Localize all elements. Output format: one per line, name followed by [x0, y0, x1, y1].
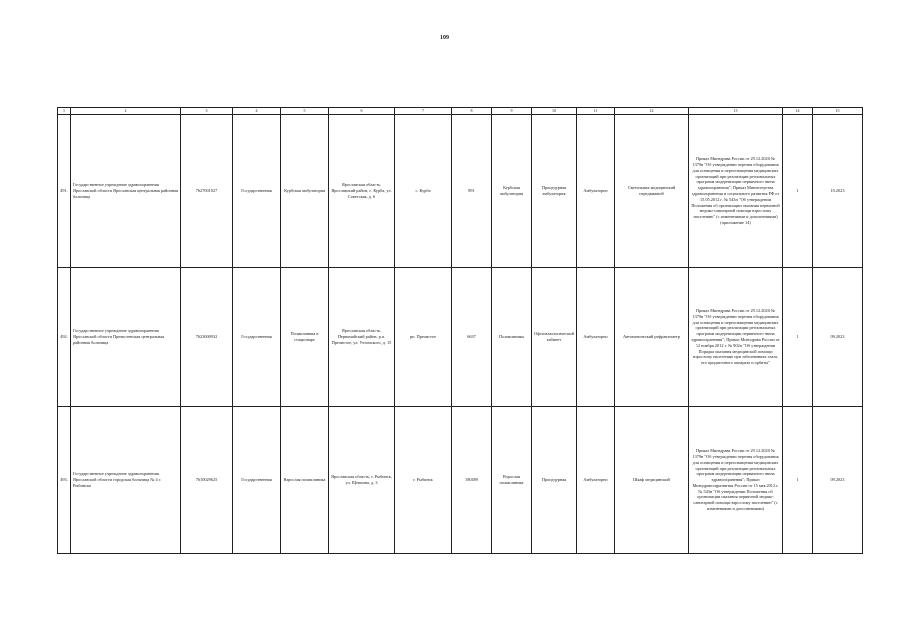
organization-name: Государственное учреждение здравоохранения Ярославской области городская больница № 4 г. Рыбинска: [71, 407, 181, 554]
date-cell: 10.2023: [813, 115, 863, 268]
locality-cell: г. Рыбинск: [395, 407, 452, 554]
page-number: 109: [440, 35, 449, 41]
legal-basis-cell: Приказ Минздрава России от 29.12.2020 № 1379н "Об утверждении перечня оборудования для оснащения и переоснащения медицинских организаций при реализации региональных программ модернизации первичного звена здравоохранения"; Приказ Минздрава России от 12 ноября 2012 г. № 902н "Об утверждении Порядка оказания медицинской помощи взрослому населению при заболеваниях глаза, его придаточного аппарата и орбиты": [689, 268, 783, 407]
address-cell: Ярославская область, г. Рыбинск, ул. Щепкина, д. 3: [329, 407, 395, 554]
facility-type-cell: Курбская амбулатория: [281, 115, 329, 268]
column-header: 12: [615, 108, 689, 115]
subunit-cell: Офтальмологический кабинет: [532, 268, 577, 407]
subunit-cell: Процедурная амбулатория: [532, 115, 577, 268]
quantity-cell: 1: [783, 115, 813, 268]
row-number: 492.: [58, 268, 71, 407]
quantity-cell: 1: [783, 268, 813, 407]
column-header: 14: [783, 108, 813, 115]
equipment-register-table: [57, 107, 863, 554]
address-cell: Ярославская область, Ярославский район, с. Курба, ул. Советская, д. 6: [329, 115, 395, 268]
unit-cell: Взрослая поликлиника: [492, 407, 532, 554]
population-cell: 891: [452, 115, 492, 268]
row-number: 491.: [58, 115, 71, 268]
care-type-cell: Амбулаторно: [577, 268, 615, 407]
quantity-cell: 1: [783, 407, 813, 554]
care-type-cell: Амбулаторно: [577, 115, 615, 268]
ownership-cell: Государственная: [233, 268, 281, 407]
equipment-cell: Автоматический рефрактометр: [615, 268, 689, 407]
column-header: 4: [233, 108, 281, 115]
row-number: 493.: [58, 407, 71, 554]
facility-type-cell: Взрослая поликлиника: [281, 407, 329, 554]
organization-name: Государственное учреждение здравоохранения Ярославской области Пречистенская центральная районная больница: [71, 268, 181, 407]
column-header: 15: [813, 108, 863, 115]
inn-cell: 7623000932: [181, 268, 233, 407]
table-row: [58, 407, 863, 554]
column-header: 5: [281, 108, 329, 115]
column-header: 7: [395, 108, 452, 115]
table-row: [58, 115, 863, 268]
inn-cell: 7610029625: [181, 407, 233, 554]
column-header: 6: [329, 108, 395, 115]
unit-cell: Курбская амбулатория: [492, 115, 532, 268]
equipment-cell: Светильник медицинский передвижной: [615, 115, 689, 268]
column-header: 8: [452, 108, 492, 115]
column-header: 11: [577, 108, 615, 115]
legal-basis-cell: Приказ Минздрава России от 29.12.2020 № 1379н "Об утверждении перечня оборудования для оснащения и переоснащения медицинских организаций при реализации региональных программ модернизации первичного звена здравоохранения"; Приказ Министерства здравоохранения и социального развития РФ от 15.05.2012 г. № 543н "Об утверждении Положения об организации оказания первичной медико-санитарной помощи взрослому населению" (с изменениями и дополнениями) (приложение 14): [689, 115, 783, 268]
column-header: 13: [689, 108, 783, 115]
legal-basis-cell: Приказ Минздрава России от 29.12.2020 № 1379н "Об утверждении перечня оборудования для оснащения и переоснащения медицинских организаций при реализации региональных программ модернизации первичного звена здравоохранения"; Приказ Минздравсоцразвития России от 15 мая 2012 г. № 543н "Об утверждении Положения об организации оказания первичной медико-санитарной помощи взрослому населению" (с изменениями и дополнениями): [689, 407, 783, 554]
address-cell: Ярославская область, Первомайский район, р.п. Пречистое, ул. Ухтомского, д. 15: [329, 268, 395, 407]
locality-cell: с. Курба: [395, 115, 452, 268]
column-header: 2: [71, 108, 181, 115]
column-header: 1: [58, 108, 71, 115]
equipment-cell: Шкаф медицинский: [615, 407, 689, 554]
ownership-cell: Государственная: [233, 407, 281, 554]
care-type-cell: Амбулаторно: [577, 407, 615, 554]
column-header: 10: [532, 108, 577, 115]
organization-name: Государственное учреждение здравоохранения Ярославской области Ярославская центральная районная больница: [71, 115, 181, 268]
column-header: 9: [492, 108, 532, 115]
table-row: [58, 268, 863, 407]
date-cell: 09.2023: [813, 268, 863, 407]
column-number-row: [58, 108, 863, 115]
subunit-cell: Процедурная: [532, 407, 577, 554]
unit-cell: Поликлиника: [492, 268, 532, 407]
population-cell: 6637: [452, 268, 492, 407]
facility-type-cell: Поликлиника в стационаре: [281, 268, 329, 407]
population-cell: 180489: [452, 407, 492, 554]
date-cell: 09.2023: [813, 407, 863, 554]
column-header: 3: [181, 108, 233, 115]
locality-cell: рп. Пречистое: [395, 268, 452, 407]
ownership-cell: Государственная: [233, 115, 281, 268]
inn-cell: 7627001027: [181, 115, 233, 268]
